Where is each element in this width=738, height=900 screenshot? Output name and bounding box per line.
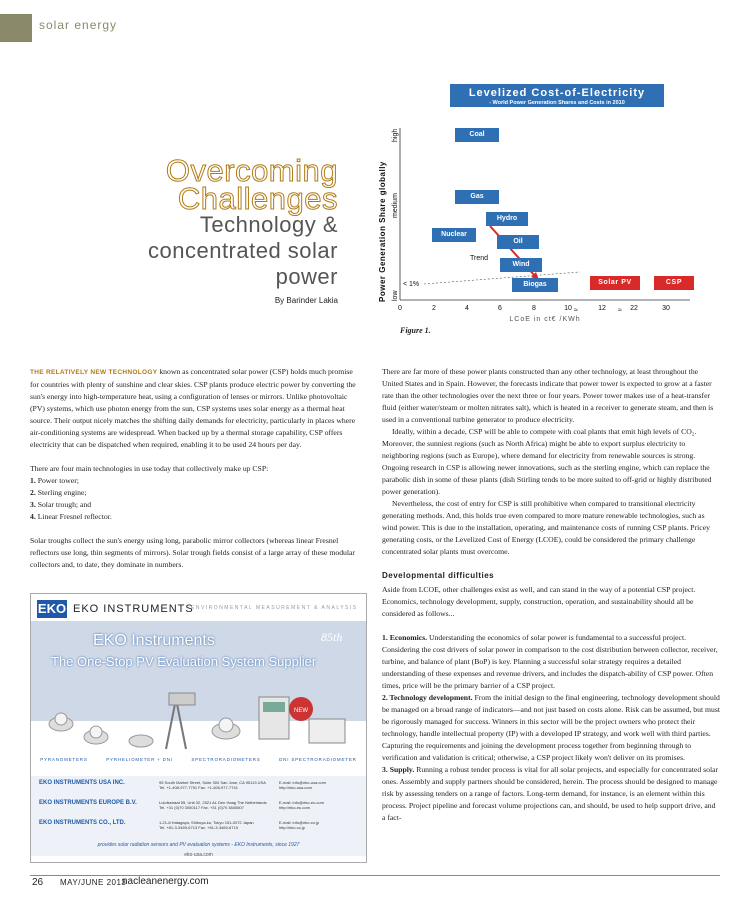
x-tick-label: 0 xyxy=(398,305,402,312)
x-tick-label: 10 xyxy=(564,305,572,312)
technology-list xyxy=(30,475,363,523)
ad-tagline: ENVIRONMENTAL MEASUREMENT & ANALYSIS xyxy=(191,605,358,611)
threshold-label: < 1% xyxy=(403,281,420,288)
list-item: 3. Solar trough; and xyxy=(30,500,92,509)
office-row: EKO INSTRUMENTS CO., LTD. 1-21-8 Hatagaya, Shibuya-ku, Tokyo 151-0072 Japan Tel. +81-3-3469-6713 Fax. +81-3-3469-6719 E-mail: info@eko.co.jp http://eko.co.jp xyxy=(39,820,320,830)
ad-headline-2: The One-Stop PV Evaluation System Supplier xyxy=(51,654,317,669)
ad-url[interactable]: eko-usa.com xyxy=(184,852,213,858)
lead-in: THE RELATIVELY NEW TECHNOLOGY xyxy=(30,369,158,376)
page-number: 26 xyxy=(32,877,44,888)
bar-nuclear: Nuclear xyxy=(432,228,476,242)
article-subtitle-line-1: Technology & xyxy=(199,212,338,237)
left-paragraph-3: Solar troughs collect the sun's energy using long, parabolic mirror collectors (whereas linear Fresnel reflectors use long, thin segments of mirrors). Solar trough fields consist of a large array of these modular collectors and, to date, they dominate in numbers. xyxy=(30,536,355,569)
ad-category: DNI SPECTRORADIOMETER xyxy=(279,757,357,762)
product-illustrations xyxy=(41,679,356,754)
chart-subtitle: - World Power Generation Shares and Costs in 2010 xyxy=(489,100,625,106)
x-tick-label: 8 xyxy=(532,305,536,312)
bar-biogas: Biogas xyxy=(512,278,558,292)
ad-brand: EKO INSTRUMENTS xyxy=(73,603,194,615)
right-column xyxy=(382,366,720,824)
ad-category: PYRHELIOMETER + DNI xyxy=(106,757,173,762)
right-paragraph-3: Nevertheless, the cost of entry for CSP is still prohibitive when compared to transitional electricity generating methods. And, this holds true even compared to more mature renewable technologies, such as wind power. This is due to the installation, operating, and maintenance costs of running CSP plants. Pricey generating costs, or the Levelized Cost of Energy (LCOE), could be considered the primary challenge concentrated solar plants must overcome. xyxy=(382,499,710,556)
x-tick-label: 2 xyxy=(432,305,436,312)
list-item: 1. Power tower; xyxy=(30,476,79,485)
ad-headline-1: EKO Instruments xyxy=(93,632,215,649)
y-tick-medium: medium xyxy=(392,193,399,218)
bar-gas: Gas xyxy=(455,190,499,204)
ad-category: SPECTRORADIOMETERS xyxy=(191,757,261,762)
office-row: EKO INSTRUMENTS USA INC. 95 South Market Street, Suite 300 San Jose, CA 95113 USA Tel. +1-408-977-7751 Fax. +1-408-977-7741 E-mail: info@eko-usa.com http://eko-usa.com xyxy=(39,780,326,790)
ad-category: PYRANOMETERS xyxy=(40,757,88,762)
y-tick-low: low xyxy=(392,290,399,301)
office-row: EKO INSTRUMENTS EUROPE B.V. Lulofsstraat 55, Unit 32, 2521 AL Den Haag The Netherlands Tel. +31 (0)70 3050117 Fax. +31 (0)70 3840607 E-mail: info@eko-eu.com http://eko-eu.com xyxy=(39,800,324,810)
x-axis-label: LCoE in ct€ /KWh xyxy=(509,316,581,323)
bar-solar-pv: Solar PV xyxy=(590,276,640,290)
ad-offices xyxy=(39,780,359,840)
right-paragraph-2: Ideally, within a decade, CSP will be able to compete with coal plants that emit high levels of CO₂. Moreover, the sunniest regions (such as North Africa) might be able to export surplus electricity to neighboring regions (such as Europe), where demand for electricity from renewable sources is strong. Ongoing research in CSP is allowing newer innovations, such as the sterling engine, which can replace the parabolic dish in some of these plants (dish Stirling tends to be more suited to off-grid or highly distributed power generation). xyxy=(382,427,712,496)
bar-oil: Oil xyxy=(497,235,539,249)
byline: By Barinder Lakia xyxy=(274,296,338,305)
left-paragraph-1 xyxy=(30,366,363,451)
list-item: 2. Sterling engine; xyxy=(30,488,87,497)
x-break-1: ≈ xyxy=(574,307,578,314)
list-item: 4. Linear Fresnel reflector. xyxy=(30,512,112,521)
challenge-item-economics: 1. Economics. Understanding the economics of solar power is fundamental to a successful project. Considering the cost drivers of solar power in comparison to the cost distribution between collector, receiver, turbine, and balance of plant (BoP) is key. Planning a successful solar strategy requires a detailed understanding of these expenses and revenue drivers, and includes the dispatch-ability of CSP power. Often times, price will be the primary barrier of a CSP project. xyxy=(382,633,718,690)
section-label: solar energy xyxy=(39,18,118,32)
x-tick-label: 6 xyxy=(498,305,502,312)
eko-advertisement[interactable] xyxy=(30,593,367,863)
x-tick-label: 4 xyxy=(465,305,469,312)
svg-text:NEW: NEW xyxy=(294,708,308,714)
article-subtitle-line-2: concentrated solar xyxy=(148,238,338,263)
challenge-item-technology: 2. Technology development. From the initial design to the final engineering, technology development should be managed on a broad range of indicators—and not just based on costs alone. Risk can be assumed, but must be rigorously managed for success. Winners in this sector will be the project owners who protect their technology, handle intellectual property (IP) with a developed IP strategy, and work well with third parties. Capturing the requirements and joining the development process together from beginning through to verification and validation is critical; otherwise, a CSP project likely won't deliver on its promises. xyxy=(382,693,720,762)
bar-coal: Coal xyxy=(455,128,499,142)
ad-category-row xyxy=(31,757,366,762)
x-tick-label: 22 xyxy=(630,305,638,312)
figure-caption: Figure 1. xyxy=(400,326,431,335)
right-paragraph-4: Aside from LCOE, other challenges exist as well, and can stand in the way of a potential CSP project. Economics, technology development, supply, construction, operation, and sustainability should all be considered as follows... xyxy=(382,585,696,618)
left-p1-text: known as concentrated solar power (CSP) holds much promise for countries with plenty of sunshine and clear skies. CSP plants produce electric power by converting the sun's energy into high-temperature heat, using a configuration of lenses or mirrors. Unlike photovoltaic (PV) systems, which use photon energy from the sun, CSP systems uses solar energy as a thermal heat source. Their output nicely matches the shifting daily demands for electricity, particularly in places where air-conditioning systems are widespread. When backed up by a thermal storage capability, CSP offers electricity that can be dispatched when required, enabling it to be used 24 hours per day. xyxy=(30,367,356,449)
bar-hydro: Hydro xyxy=(486,212,528,226)
trend-label: Trend xyxy=(470,255,489,262)
anniversary-badge: 85th xyxy=(321,630,343,644)
section-color-tab xyxy=(0,14,32,42)
x-break-2: ≈ xyxy=(618,307,622,314)
section-heading: Developmental difficulties xyxy=(382,571,495,580)
x-tick-label: 12 xyxy=(598,305,606,312)
x-tick-label: 30 xyxy=(662,305,670,312)
right-paragraph-1: There are far more of these power plants constructed than any other technology, at least throughout the United States and in Spain. However, the forecasts indicate that power tower is expected to grow at a faster rate than the other technologies over the next three or four years. Power tower makes use of a heat-transfer fluid (either water/steam or molten nitrates salt), which is heated in a receiver to generate steam, and then is used in a conventional turbine generator to produce electricity. xyxy=(382,367,714,424)
y-axis-label: Power Generation Share globally xyxy=(378,161,387,302)
chart-title: Levelized Cost-of-Electricity xyxy=(468,87,646,99)
site-url[interactable]: nacleanenergy.com xyxy=(122,876,209,887)
article-subtitle-line-3: power xyxy=(275,264,338,289)
eko-logo: EKO xyxy=(37,601,67,616)
article-title-line-2: Challenges xyxy=(177,181,338,216)
challenge-item-supply: 3. Supply. Running a robust tender process is vital for all solar projects, and especially for concentrated solar ones. Assembly and supply partners should be considered, herein. The process should be designed to manage risk by assessing tenders on a range of factors. Long-term demand, for instance, is an element within this process. Project pipeline and forecast volume projections can, and should, be used to help support drive, and a fact- xyxy=(382,765,719,822)
ad-footer-line: provides solar radiation sensors and PV evaluation systems - EKO Instruments, since 1927 xyxy=(97,842,300,848)
article-title-line-1: Overcoming xyxy=(165,153,338,188)
bar-csp: CSP xyxy=(654,276,694,290)
y-tick-high: high xyxy=(392,128,399,142)
left-paragraph-2: There are four main technologies in use today that collectively make up CSP: xyxy=(30,464,269,473)
left-column xyxy=(30,366,363,583)
issue-date: MAY/JUNE 2013 xyxy=(60,878,127,887)
x-ticks xyxy=(398,305,670,312)
bar-wind: Wind xyxy=(500,258,542,272)
